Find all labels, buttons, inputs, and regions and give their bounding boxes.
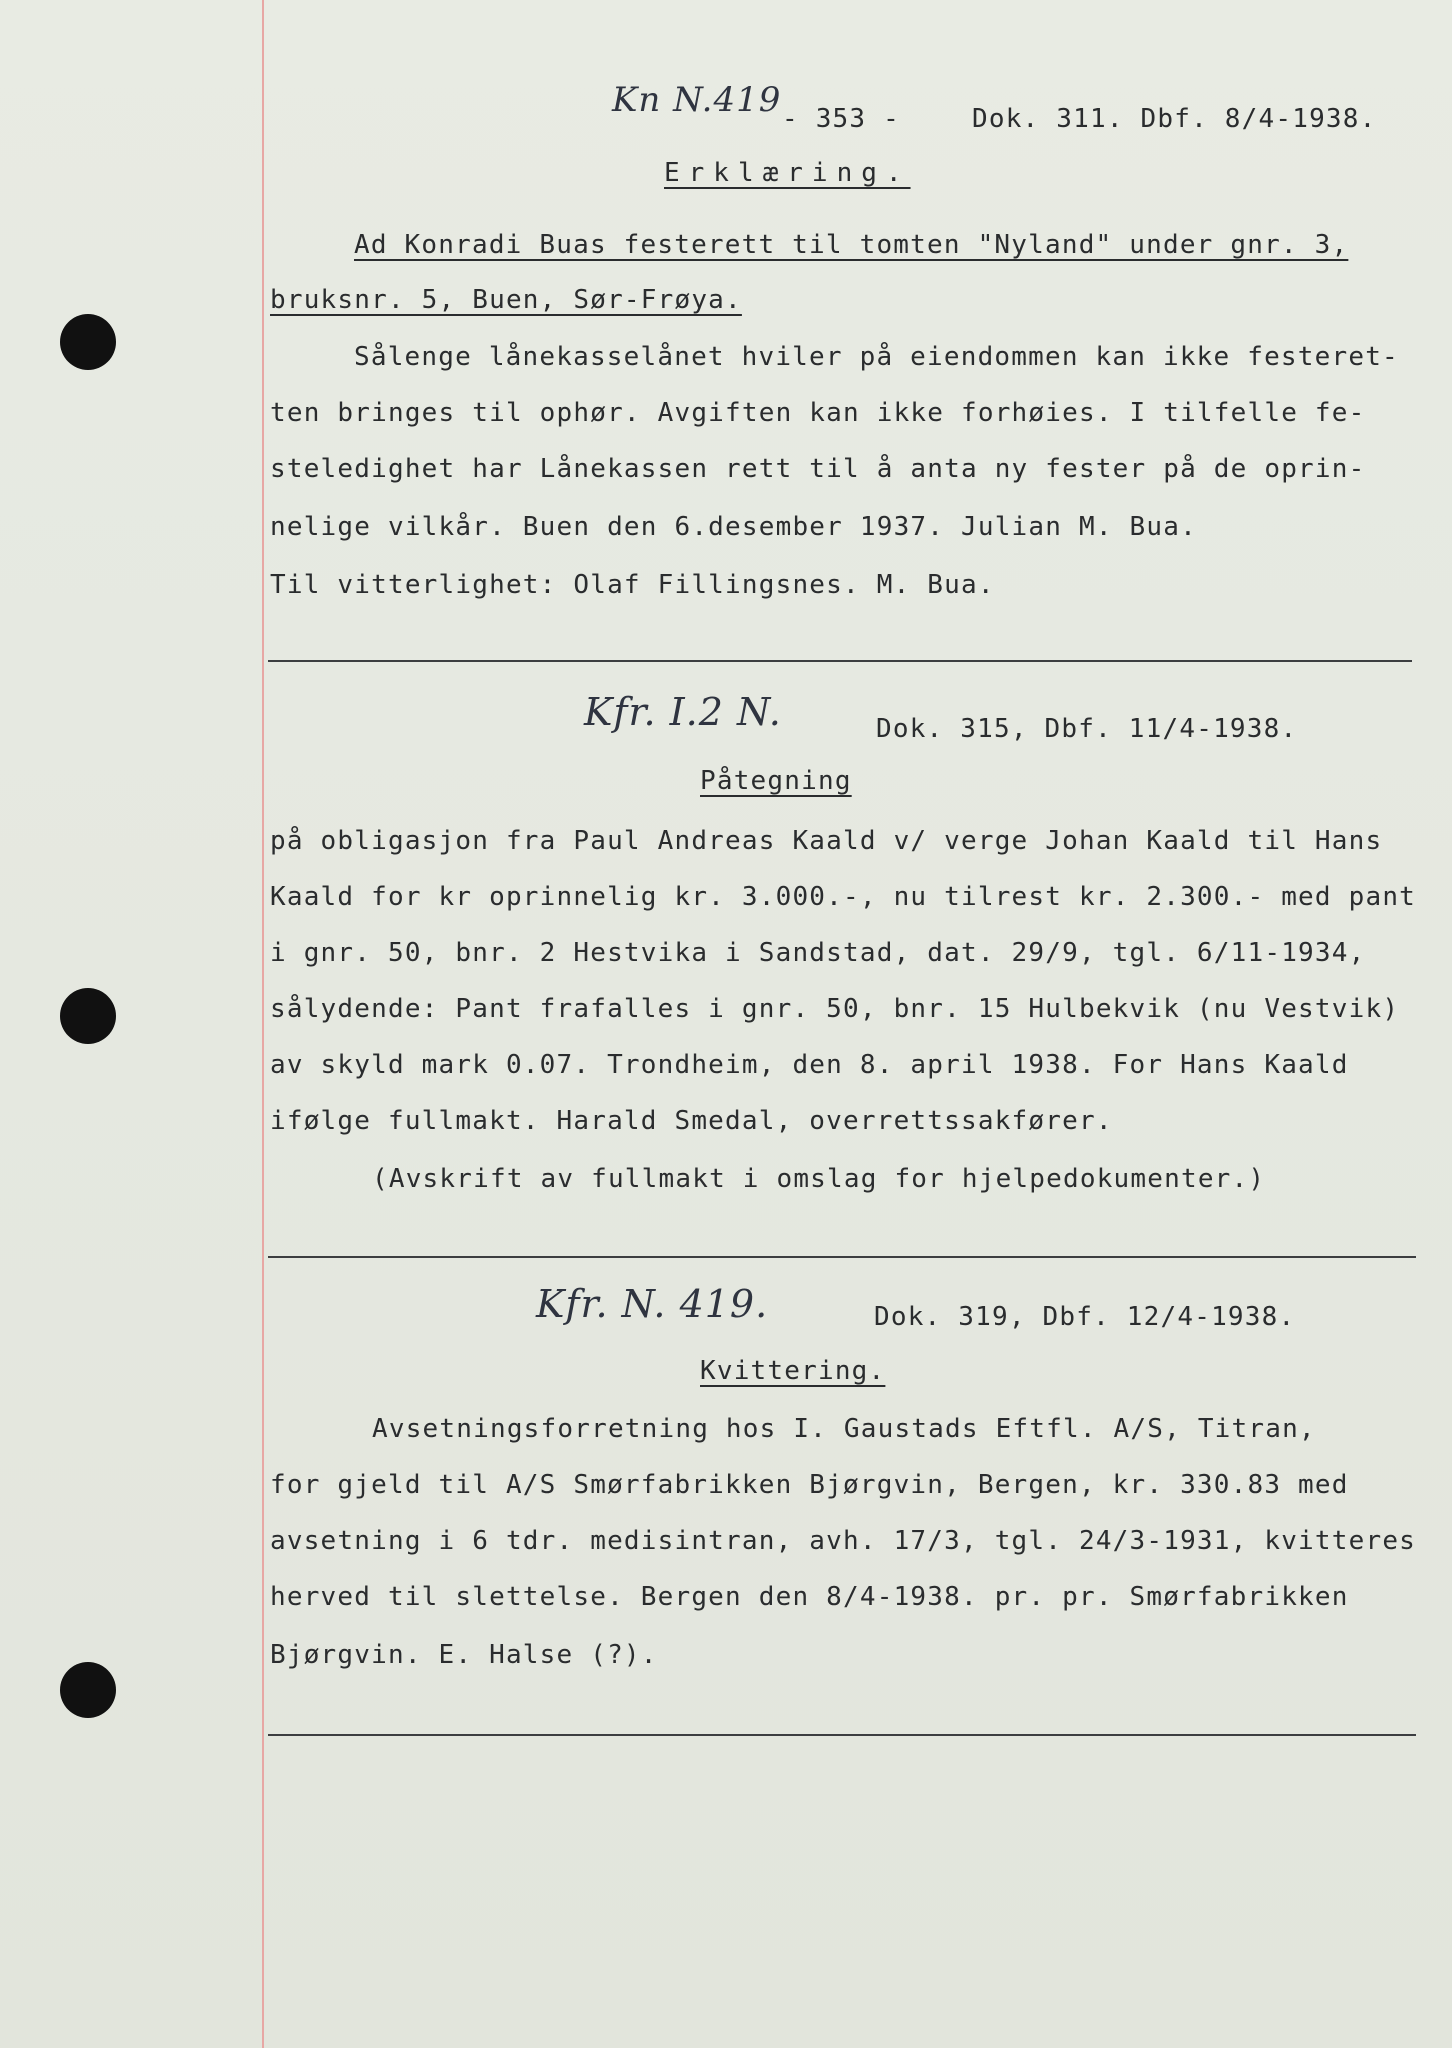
handwritten-reference: Kfr. N. 419. xyxy=(536,1282,769,1326)
text-line: steledighet har Lånekassen rett til å anta ny fester på de oprin- xyxy=(270,454,1366,484)
text-line: (Avskrift av fullmakt i omslag for hjelpedokumenter.) xyxy=(372,1164,1266,1194)
section-divider xyxy=(268,1256,1416,1258)
text-line: av skyld mark 0.07. Trondheim, den 8. april 1938. For Hans Kaald xyxy=(270,1050,1349,1080)
text-line: i gnr. 50, bnr. 2 Hestvika i Sandstad, dat. 29/9, tgl. 6/11-1934, xyxy=(270,938,1366,968)
section-divider xyxy=(268,1734,1416,1736)
text-line: avsetning i 6 tdr. medisintran, avh. 17/3, tgl. 24/3-1931, kvitteres xyxy=(270,1526,1417,1556)
text-line: for gjeld til A/S Smørfabrikken Bjørgvin, Bergen, kr. 330.83 med xyxy=(270,1470,1349,1500)
section-title-paategning: Påtegning xyxy=(700,766,852,796)
text-line: Til vitterlighet: Olaf Fillingsnes. M. Bua. xyxy=(270,570,995,600)
section-title-erklaering: Erklæring. xyxy=(664,158,911,188)
text-line: herved til slettelse. Bergen den 8/4-1938. pr. pr. Smørfabrikken xyxy=(270,1582,1349,1612)
text-line: Kaald for kr oprinnelig kr. 3.000.-, nu tilrest kr. 2.300.- med pant xyxy=(270,882,1417,912)
punch-hole-middle xyxy=(60,988,116,1044)
section-divider xyxy=(268,660,1412,662)
text-line: nelige vilkår. Buen den 6.desember 1937. Julian M. Bua. xyxy=(270,512,1197,542)
text-line: Avsetningsforretning hos I. Gaustads Eftfl. A/S, Titran, xyxy=(372,1414,1316,1444)
margin-line xyxy=(262,0,264,2048)
page-number: - 353 - xyxy=(782,104,900,134)
section-title-kvittering: Kvittering. xyxy=(700,1356,886,1386)
document-reference: Dok. 319, Dbf. 12/4-1938. xyxy=(874,1302,1296,1332)
punch-hole-top xyxy=(60,314,116,370)
text-line: på obligasjon fra Paul Andreas Kaald v/ verge Johan Kaald til Hans xyxy=(270,826,1383,856)
handwritten-reference: Kn N.419 xyxy=(612,80,782,120)
text-line: Sålenge lånekasselånet hviler på eiendommen kan ikke festeret- xyxy=(354,342,1399,372)
text-line: ifølge fullmakt. Harald Smedal, overrettssakfører. xyxy=(270,1106,1113,1136)
handwritten-reference: Kfr. I.2 N. xyxy=(584,690,782,734)
text-line: sålydende: Pant frafalles i gnr. 50, bnr. 15 Hulbekvik (nu Vestvik) xyxy=(270,994,1400,1024)
punch-hole-bottom xyxy=(60,1662,116,1718)
document-reference: Dok. 315, Dbf. 11/4-1938. xyxy=(876,714,1298,744)
text-line: ten bringes til ophør. Avgiften kan ikke forhøies. I tilfelle fe- xyxy=(270,398,1366,428)
text-line: bruksnr. 5, Buen, Sør-Frøya. xyxy=(270,285,742,315)
text-line: Ad Konradi Buas festerett til tomten "Nyland" under gnr. 3, xyxy=(354,230,1349,260)
document-reference: Dok. 311. Dbf. 8/4-1938. xyxy=(972,104,1377,134)
text-line: Bjørgvin. E. Halse (?). xyxy=(270,1640,658,1670)
